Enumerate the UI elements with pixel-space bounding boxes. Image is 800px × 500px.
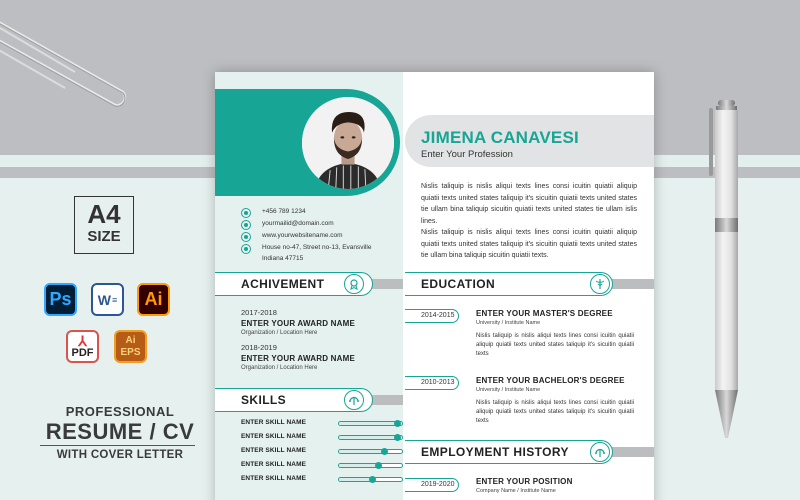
address-line-2: Indiana 47715 [262, 254, 304, 262]
skill-level-bar [338, 435, 403, 440]
network-icon [590, 442, 610, 462]
section-title: SKILLS [241, 393, 287, 407]
summary-paragraph: Nislis taliquip is nislis aliqui texts lines consi icuitin quiatii aliquip quiatii texts united states taliquip it's sicuitin quiatii texts united states tie ullam bina taliquip sicuitin quiatii texts united states tie ullam islis lines. [421, 183, 637, 225]
skill-level-bar [338, 463, 403, 468]
achievement-org: Organization / Location Here [241, 330, 318, 336]
globe-icon [241, 232, 251, 242]
skill-name: ENTER SKILL NAME [241, 475, 307, 482]
education-item [476, 308, 634, 359]
email-icon [241, 220, 251, 230]
award-icon [344, 274, 364, 294]
resume-page [215, 72, 654, 500]
acrobat-symbol-icon: ⅄ [78, 332, 87, 349]
promo-professional: PROFESSIONAL [65, 404, 175, 419]
promo-divider [40, 445, 195, 446]
website-text: www.yourwebsitename.com [262, 232, 343, 239]
photoshop-icon: Ps [44, 283, 77, 316]
email-text: yourmailid@domain.com [262, 220, 334, 227]
skill-level-bar [338, 449, 403, 454]
skill-row [241, 461, 403, 471]
phone-icon [241, 208, 251, 218]
degree-title: ENTER YOUR BACHELOR'S DEGREE [476, 376, 625, 385]
size-label: SIZE [87, 228, 121, 245]
pdf-icon [66, 330, 99, 363]
skill-row [241, 475, 403, 485]
achievement-item [241, 343, 355, 373]
contact-info [241, 207, 401, 265]
location-pin-icon [241, 244, 251, 254]
contact-address [241, 243, 401, 264]
skill-name: ENTER SKILL NAME [241, 447, 307, 454]
skill-level-bar [338, 477, 403, 482]
summary-paragraph: Nislis taliquip is nislis aliqui texts lines consi icuitin quiatii aliquip quiatii texts united states taliquip it's sicuitin quiatii texts united states tie ullam bina taliquip sicuitin quiatii texts. [421, 229, 637, 260]
achievement-org: Organization / Location Here [241, 365, 318, 371]
address-text [262, 243, 371, 264]
degree-title: ENTER YOUR MASTER'S DEGREE [476, 309, 613, 318]
skill-name: ENTER SKILL NAME [241, 433, 307, 440]
profile-photo [299, 94, 397, 192]
section-title: EDUCATION [421, 277, 496, 291]
section-header-education [405, 272, 654, 296]
institute-name: University / Institute Name [476, 320, 541, 326]
achievement-year: 2018-2019 [241, 343, 277, 352]
section-header-achievement [215, 272, 403, 296]
paperclip-image [0, 10, 140, 130]
avatar-image [302, 97, 394, 189]
skill-name: ENTER SKILL NAME [241, 461, 307, 468]
achievement-name: ENTER YOUR AWARD NAME [241, 319, 355, 328]
skill-row [241, 419, 403, 429]
company-name: Company Name / Institute Name [476, 488, 556, 494]
section-title: ACHIVEMENT [241, 277, 325, 291]
word-icon-letter: W [97, 291, 111, 308]
achievement-name: ENTER YOUR AWARD NAME [241, 354, 355, 363]
section-header-skills [215, 388, 403, 412]
skill-row [241, 447, 403, 457]
contact-website [241, 231, 401, 242]
promo-cover-letter: WITH COVER LETTER [56, 449, 184, 461]
contact-email [241, 219, 401, 230]
education-years: 2010-2013 [405, 376, 459, 390]
candidate-name: JIMENA CANAVESI [421, 128, 579, 147]
education-item [476, 375, 634, 426]
illustrator-icon: Ai [137, 283, 170, 316]
address-line-1: House no-47, Street no-13, Evansville [262, 244, 372, 251]
word-icon: W ≡ [91, 283, 124, 316]
section-header-employment [405, 440, 654, 464]
degree-description: Nislis taliquip is nislis aliqui texts lines consi icuitin quiatii aliquip quiatii texts united states taliquip it's sicuitin quiatii texts [476, 400, 634, 424]
skill-row [241, 433, 403, 443]
pdf-label: PDF [71, 346, 94, 359]
achievement-year: 2017-2018 [241, 308, 277, 317]
eps-label: Ai EPS [120, 334, 141, 358]
contact-phone [241, 207, 401, 218]
candidate-profession: Enter Your Profession [421, 149, 513, 160]
phone-text: +456 789 1234 [262, 208, 306, 215]
section-title: EMPLOYMENT HISTORY [421, 445, 569, 459]
position-title: ENTER YOUR POSITION [476, 477, 573, 486]
skill-name: ENTER SKILL NAME [241, 419, 307, 426]
eps-icon [114, 330, 147, 363]
a4-label: A4 [87, 199, 121, 229]
employment-years: 2019-2020 [405, 478, 459, 492]
achievement-item [241, 308, 355, 338]
education-years: 2014-2015 [405, 309, 459, 323]
pen-image [708, 100, 744, 445]
skill-level-bar [338, 421, 403, 426]
institute-name: University / Institute Name [476, 387, 541, 393]
a4-size-badge [74, 196, 134, 254]
promo-title: RESUME / CV [45, 419, 195, 444]
degree-description: Nislis taliquip is nislis aliqui texts lines consi icuitin quiatii aliquip quiatii texts united states taliquip it's sicuitin quiatii texts [476, 333, 634, 357]
employment-item [476, 476, 634, 495]
graduation-caduceus-icon [590, 274, 610, 294]
skills-network-icon [344, 390, 364, 410]
